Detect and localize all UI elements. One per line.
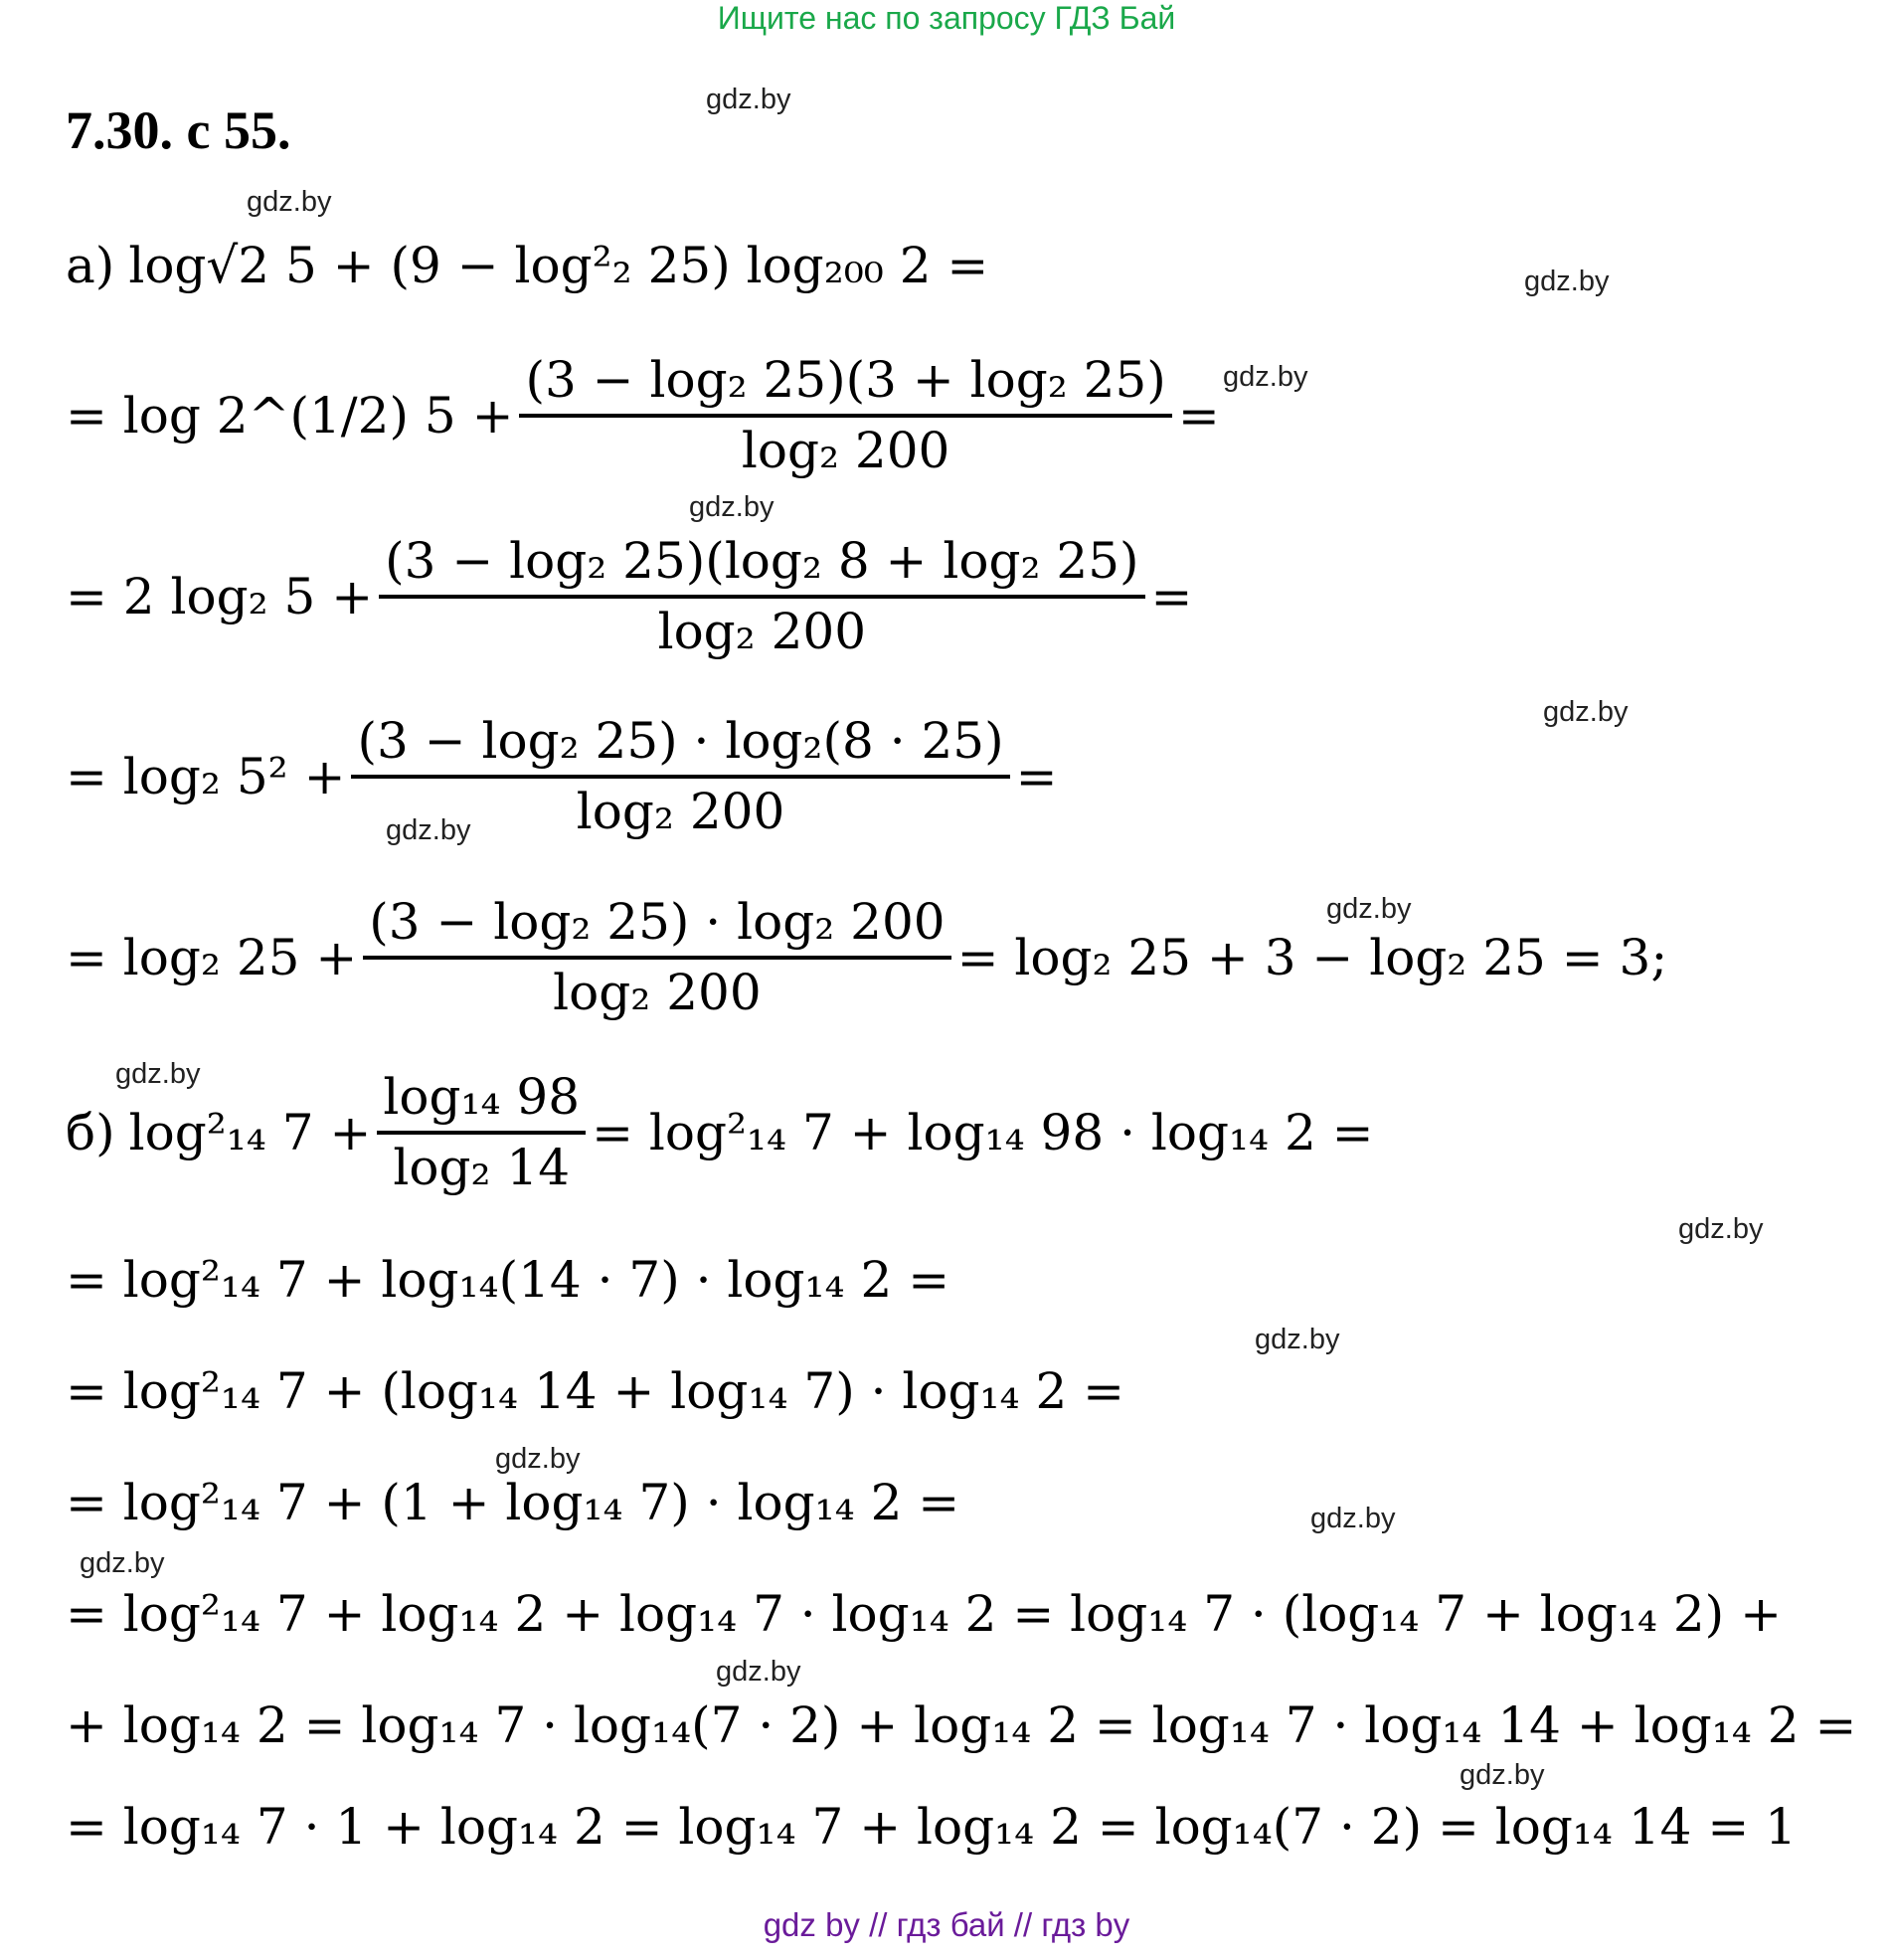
watermark: gdz.by	[115, 1058, 201, 1090]
fraction-denominator: log₂ 200	[741, 422, 950, 479]
footer-links[interactable]: gdz by // гдз бай // гдз by	[763, 1906, 1130, 1943]
part-a-line-1	[66, 237, 988, 294]
equation-text: + log₁₄ 2 = log₁₄ 7 · log₁₄(7 · 2) + log₁₄ 2 = log₁₄ 7 · log₁₄ 14 + log₁₄ 2 =	[66, 1696, 1857, 1754]
watermark: gdz.by	[1678, 1213, 1764, 1245]
watermark: gdz.by	[80, 1547, 165, 1579]
part-b-line-5	[66, 1585, 1782, 1643]
watermark: gdz.by	[1310, 1503, 1396, 1534]
fraction-numerator: (3 − log₂ 25) · log₂(8 · 25)	[351, 714, 1009, 779]
watermark: gdz.by	[386, 814, 471, 846]
equation-text: = log₂ 5² +	[66, 748, 346, 805]
equation-text: = log²₁₄ 7 + log₁₄(14 · 7) · log₁₄ 2 =	[66, 1251, 950, 1309]
fraction	[351, 714, 1009, 839]
part-a-line-3: = 2 log₂ 5 + $\frac{\text{(3 − log₂ 25)(log₂ 8 + log₂ 25)}}{\text{log₂ 200}}$ =	[66, 532, 1193, 660]
equation-text: = log 2^(1/2) 5 +	[66, 387, 514, 445]
fraction-denominator: log₂ 200	[553, 964, 762, 1021]
fraction	[519, 353, 1171, 478]
fraction-numerator: (3 − log₂ 25)(3 + log₂ 25)	[519, 353, 1171, 418]
equation-text: = log²₁₄ 7 + log₁₄ 2 + log₁₄ 7 · log₁₄ 2 = log₁₄ 7 · (log₁₄ 7 + log₁₄ 2) +	[66, 1585, 1782, 1643]
watermark: gdz.by	[1326, 893, 1412, 925]
watermark: gdz.by	[1543, 696, 1629, 728]
fraction	[363, 895, 950, 1020]
equation-text: = log₂ 25 + 3 − log₂ 25 = 3;	[956, 929, 1668, 986]
equation-text: = 2 log₂ 5 +	[66, 568, 374, 625]
equation-text: = log²₁₄ 7 + log₁₄ 98 · log₁₄ 2 =	[592, 1104, 1374, 1161]
fraction-denominator: log₂ 14	[393, 1139, 571, 1196]
exercise-title: 7.30. с 55.	[66, 100, 291, 160]
watermark: gdz.by	[1460, 1759, 1545, 1791]
watermark: gdz.by	[1255, 1324, 1340, 1355]
fraction	[377, 1070, 586, 1195]
part-b-label: б)	[66, 1104, 115, 1161]
part-a-line-2: = log 2^(1/2) 5 + $\frac{\text{(3 − log₂ 25)(3 + log₂ 25)}}{\text{log₂ 200}}$ =	[66, 351, 1220, 479]
equation-text: = log²₁₄ 7 + (log₁₄ 14 + log₁₄ 7) · log₁₄ 2 =	[66, 1362, 1125, 1420]
part-a-line-5	[66, 895, 1667, 1020]
part-a-label: а)	[66, 237, 115, 294]
part-b-line-1	[66, 1070, 1374, 1195]
fraction-numerator: (3 − log₂ 25) · log₂ 200	[363, 895, 950, 960]
part-b-line-4	[66, 1474, 959, 1531]
part-b-line-7	[66, 1798, 1797, 1856]
fraction-denominator: log₂ 200	[576, 783, 785, 840]
fraction-numerator: log₁₄ 98	[377, 1070, 586, 1135]
watermark: gdz.by	[689, 491, 774, 523]
watermark: gdz.by	[1223, 361, 1308, 393]
watermark: gdz.by	[495, 1443, 581, 1475]
equation-text: = log²₁₄ 7 + (1 + log₁₄ 7) · log₁₄ 2 =	[66, 1474, 960, 1531]
part-b-line-6	[66, 1696, 1856, 1754]
part-b-line-3	[66, 1362, 1124, 1420]
equation-text: log²₁₄ 7 +	[128, 1104, 372, 1161]
fraction-denominator: log₂ 200	[657, 603, 867, 660]
watermark: gdz.by	[247, 186, 332, 218]
watermark: gdz.by	[1524, 266, 1610, 297]
part-b-line-2	[66, 1251, 949, 1309]
search-banner[interactable]: Ищите нас по запросу ГДЗ Бай	[717, 0, 1176, 36]
fraction-numerator: (3 − log₂ 25)(log₂ 8 + log₂ 25)	[379, 534, 1144, 599]
equation-text: = log₂ 25 +	[66, 929, 358, 986]
watermark: gdz.by	[716, 1656, 801, 1688]
fraction	[379, 534, 1144, 659]
part-a-line-4: = log₂ 5² + $\frac{\text{(3 − log₂ 25) · log₂(8 · 25)}}{\text{log₂ 200}}$ =	[66, 712, 1058, 840]
watermark: gdz.by	[706, 84, 791, 115]
equation-text: log√2 5 + (9 − log²₂ 25) log₂₀₀ 2 =	[128, 237, 989, 294]
equation-text: = log₁₄ 7 · 1 + log₁₄ 2 = log₁₄ 7 + log₁₄ 2 = log₁₄(7 · 2) = log₁₄ 14 = 1	[66, 1798, 1797, 1856]
